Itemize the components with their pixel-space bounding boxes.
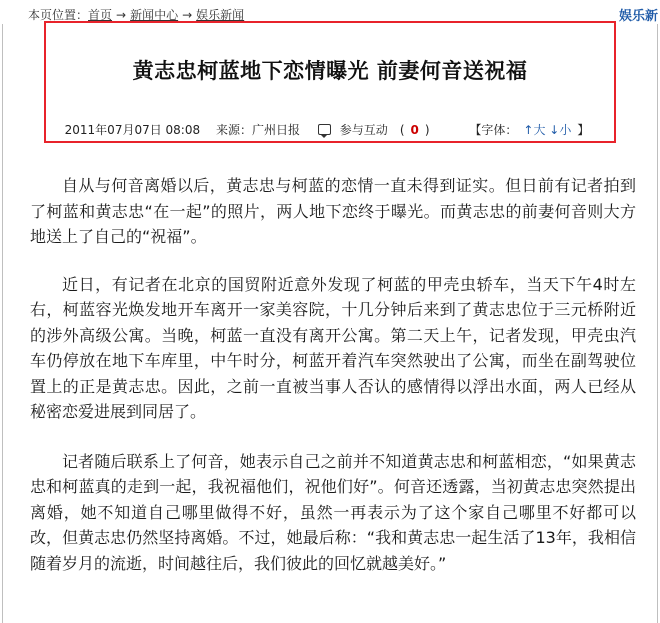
channel-tab-entertainment[interactable]: 娱乐新	[618, 9, 658, 24]
font-size-controls	[463, 123, 595, 137]
article-body	[30, 173, 636, 598]
content-frame-right-border	[657, 24, 658, 623]
font-size-label: 【字体：	[469, 123, 518, 137]
article-paragraph: 自从与何音离婚以后，黄志忠与柯蓝的恋情一直未得到证实。但日前有记者拍到了柯蓝和黄志忠“在一起”的照片，两人地下恋终于曝光。而黄志忠的前妻何音则大方地送上了自己的“祝福”。	[30, 176, 636, 246]
breadcrumb-news-center-link[interactable]: 新闻中心	[130, 8, 179, 22]
font-smaller-button[interactable]: ↓小	[549, 123, 572, 137]
font-size-bracket: 】	[577, 123, 590, 137]
publish-datetime: 2011年07月07日 08:08	[64, 123, 201, 137]
comment-paren-close: )	[424, 123, 430, 137]
breadcrumb-prefix: 本页位置：	[28, 8, 89, 22]
comment-label: 参与互动	[339, 123, 388, 137]
breadcrumb-entertainment-link[interactable]: 娱乐新闻	[196, 8, 245, 22]
article-source: 来源：广州日报	[215, 123, 300, 137]
comment-icon	[318, 124, 331, 135]
comment-count: 0	[410, 123, 419, 137]
article-meta	[46, 121, 614, 138]
article-paragraph: 近日，有记者在北京的国贸附近意外发现了柯蓝的甲壳虫轿车，当天下午4时左右，柯蓝容光焕发地开车离开一家美容院，十几分钟后来到了黄志忠位于三元桥附近的涉外高级公寓。当晚，柯蓝一直没有离开公寓。第二天上午，记者发现，甲壳虫汽车仍停放在地下车库里，中午时分，柯蓝开着汽车突然驶出了公寓，而坐在副驾驶位置上的正是黄志忠。因此，之前一直被当事人否认的感情得以浮出水面，两人已经从秘密恋爱进展到同居了。	[30, 274, 636, 421]
breadcrumb-separator: →	[182, 8, 193, 22]
breadcrumb-home-link[interactable]: 首页	[88, 8, 113, 22]
comment-paren-open: (	[399, 123, 405, 137]
comment-link[interactable]	[334, 123, 436, 137]
article-header-highlight	[44, 21, 616, 143]
article-paragraph: 记者随后联系上了何音，她表示自己之前并不知道黄志忠和柯蓝相恋，“如果黄志忠和柯蓝真的走到一起，我祝福他们，祝他们好”。何音还透露，当初黄志忠突然提出离婚，她不知道自己哪里做得不好，虽然一再表示为了这个家自己哪里不好都可以改，但黄志忠仍然坚持离婚。不过，她最后称：“我和黄志忠一起生活了13年，我相信随着岁月的流逝，时间越往后，我们彼此的回忆就越美好。”	[30, 451, 636, 573]
breadcrumb-separator: →	[116, 8, 127, 22]
font-larger-button[interactable]: ↑大	[523, 123, 546, 137]
article-title: 黄志忠柯蓝地下恋情曝光 前妻何音送祝福	[132, 59, 528, 83]
content-frame-left-border	[2, 24, 3, 623]
